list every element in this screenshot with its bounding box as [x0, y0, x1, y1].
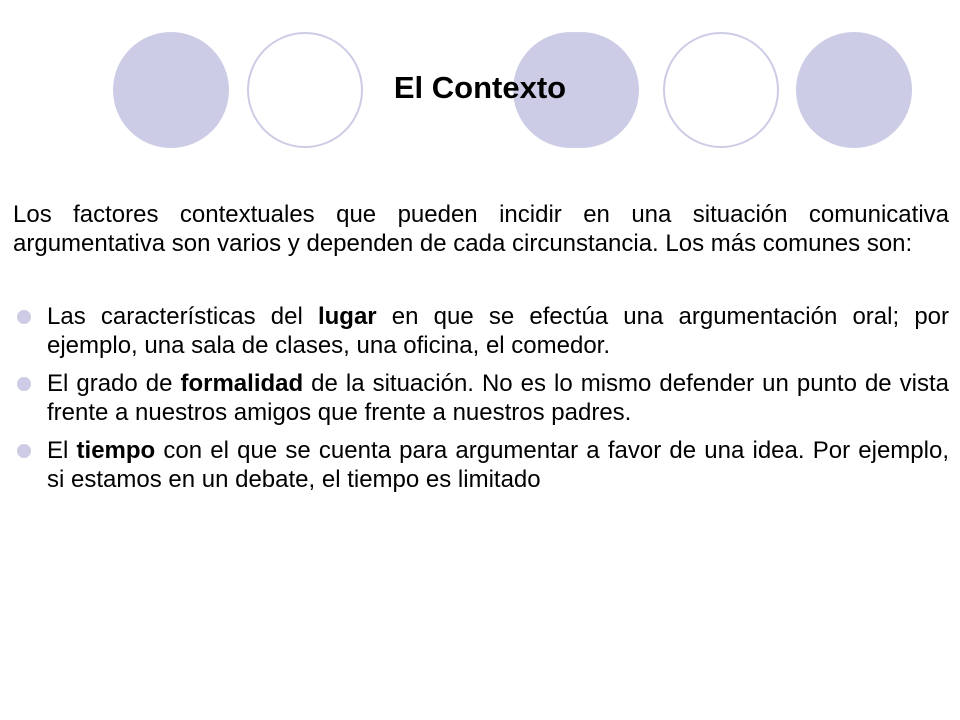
list-item [13, 369, 949, 427]
list-item [13, 302, 949, 360]
bullet-list [13, 302, 949, 494]
bold-keyword: tiempo [76, 437, 156, 464]
bullet-text: Las características del lugar en que se efectúa una argumentación oral; por ejemplo, una sala de clases, una oficina, el comedor. [47, 303, 950, 359]
bullet-icon [17, 444, 31, 458]
bold-keyword: formalidad [180, 370, 304, 397]
list-item [13, 436, 949, 494]
intro-paragraph: Los factores contextuales que pueden incidir en una situación comunicativa argumentativa son varios y dependen de cada circunstancia. Los más comunes son: [13, 201, 949, 257]
bullet-icon [17, 310, 31, 324]
bullet-text: El tiempo con el que se cuenta para argumentar a favor de una idea. Por ejemplo, si estamos en un debate, el tiempo es limitado [47, 437, 949, 493]
slide-title: El Contexto [393, 70, 567, 105]
bullet-text: El grado de formalidad de la situación. No es lo mismo defender un punto de vista frente a nuestros amigos que frente a nuestros padres. [47, 370, 950, 426]
slide-body [13, 200, 949, 503]
bullet-icon [17, 377, 31, 391]
bold-keyword: lugar [317, 303, 377, 330]
